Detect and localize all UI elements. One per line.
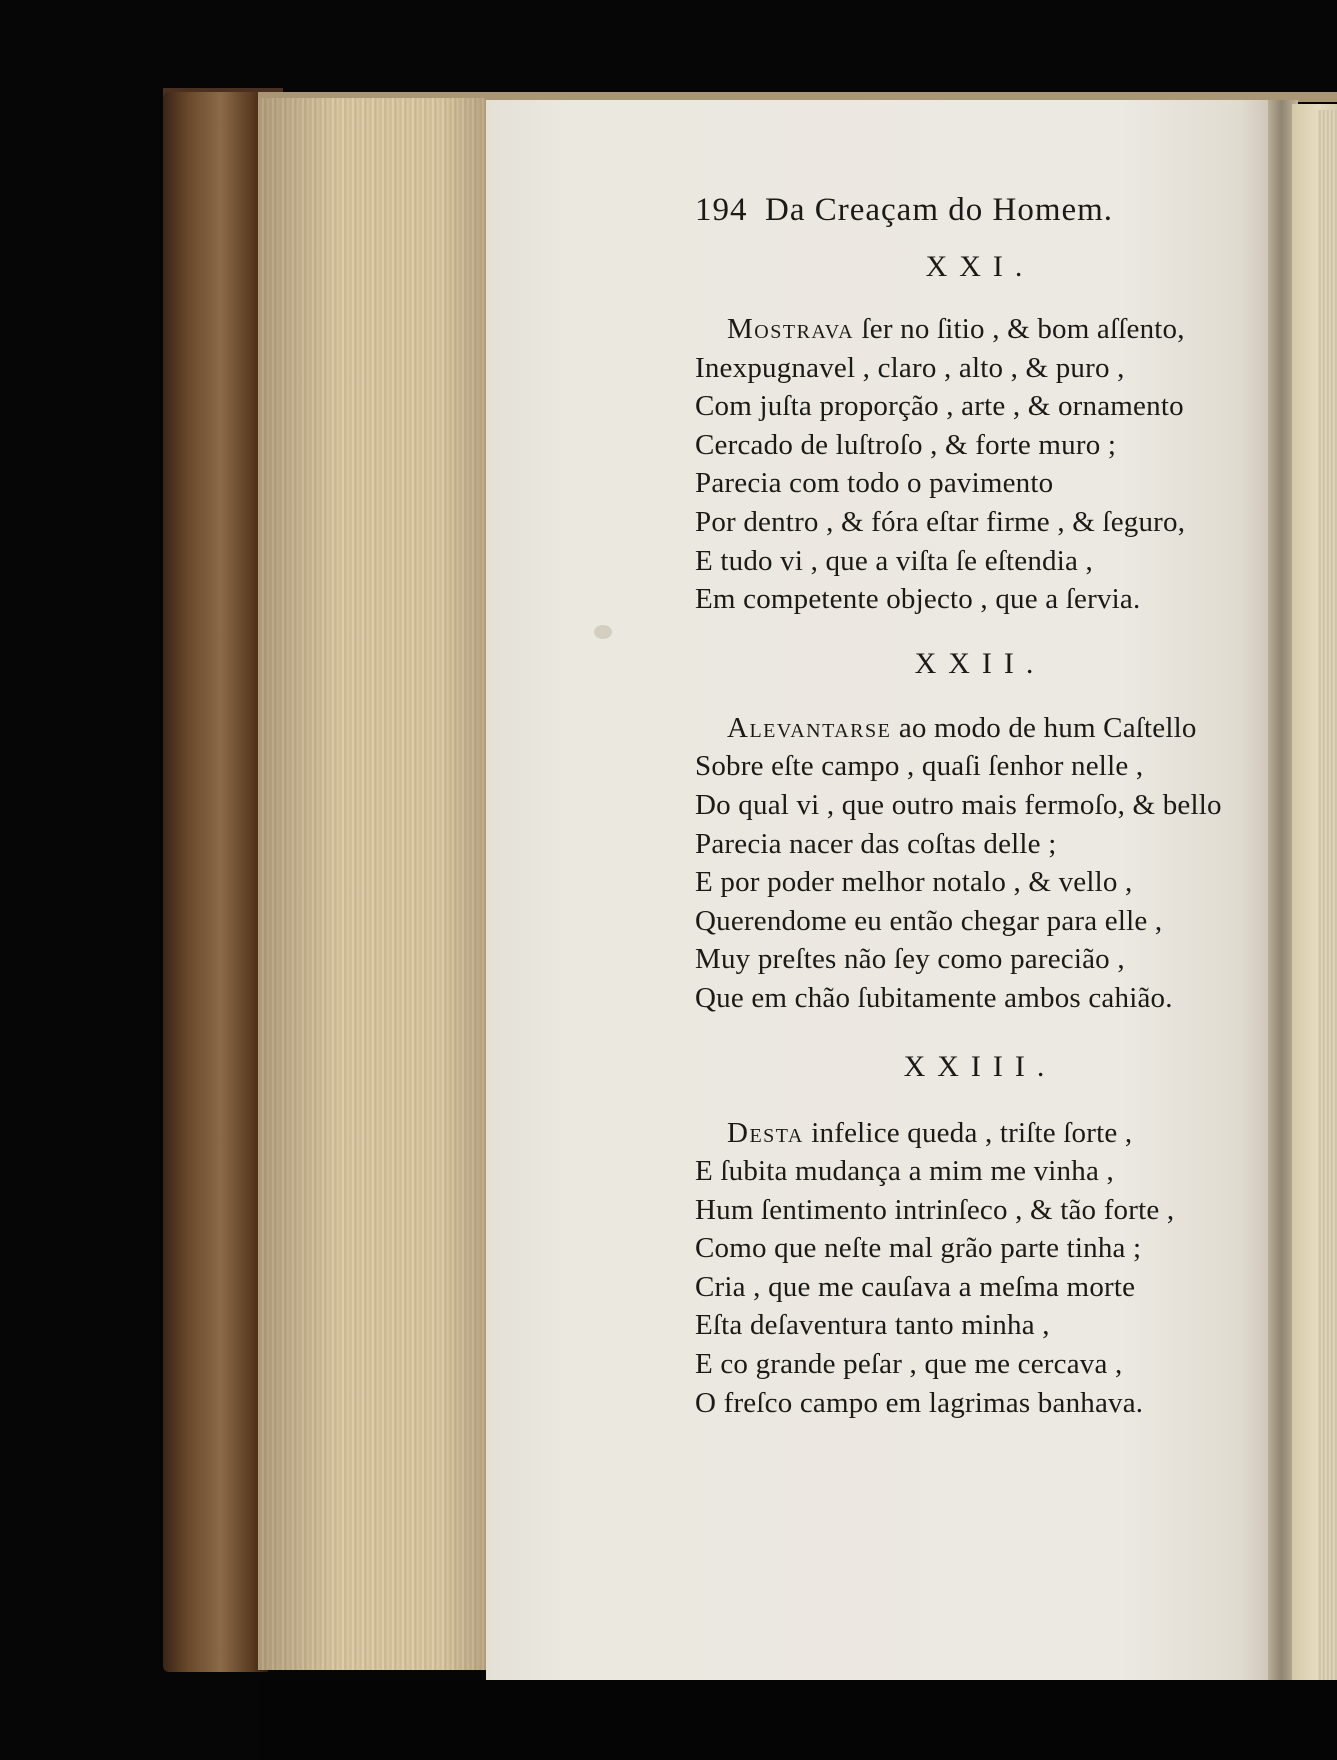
- stanza-number: XXIII.: [903, 1049, 1057, 1083]
- verse-line: Cria , que me cauſava a meſma morte: [695, 1270, 1136, 1303]
- verse-line: Muy preſtes não ſey como parecião ,: [695, 943, 1125, 976]
- verse-line: E co grande peſar , que me cercava ,: [695, 1348, 1123, 1381]
- verse-line: E por poder melhor notalo , & vello ,: [695, 866, 1133, 899]
- verse-line: Eſta deſaventura tanto minha ,: [695, 1309, 1050, 1342]
- leather-cover: [163, 92, 268, 1672]
- page-number: 194: [695, 192, 748, 228]
- running-head: [695, 192, 1255, 242]
- stanza-first-word: Desta: [727, 1116, 804, 1149]
- facing-page-edge: [1318, 110, 1337, 1700]
- paper-spot: [594, 625, 612, 639]
- verse-line: O freſco campo em lagrimas banhava.: [695, 1386, 1144, 1419]
- stanza-first-word: Alevantarse: [727, 711, 892, 744]
- verse-line: Querendome eu então chegar para elle ,: [695, 904, 1163, 937]
- verse-line: Inexpugnavel , claro , alto , & puro ,: [695, 351, 1125, 384]
- verse-line: Como que neſte mal grão parte tinha ;: [695, 1232, 1142, 1265]
- page-text: [695, 192, 1255, 1422]
- verse-line: Parecia nacer das coſtas delle ;: [695, 827, 1057, 860]
- page-edges-shade: [258, 98, 486, 1670]
- verse-line: Sobre eſte campo , quaſi ſenhor nelle ,: [695, 750, 1144, 783]
- verse-line: E tudo vi , que a viſta ſe eſtendia ,: [695, 544, 1093, 577]
- verse-line-rest: infelice queda , triſte ſorte ,: [803, 1116, 1133, 1149]
- verse-line: Com juſta proporção , arte , & ornamento: [695, 390, 1184, 423]
- bottom-shadow: [258, 1680, 1337, 1760]
- verse-line: Cercado de luſtroſo , & forte muro ;: [695, 428, 1117, 461]
- stanza-number: XXI.: [925, 250, 1035, 283]
- running-title: Da Creaçam do Homem.: [765, 192, 1114, 228]
- verse-line: [695, 310, 1255, 349]
- verse-line: Em competente objecto , que a ſervia.: [695, 583, 1141, 616]
- verse-line: Do qual vi , que outro mais fermoſo, & bello: [695, 788, 1222, 821]
- verse-line: [695, 1114, 1255, 1153]
- verse-line: Por dentro , & fóra eſtar firme , & ſeguro,: [695, 505, 1186, 538]
- verse-line: E ſubita mudança a mim me vinha ,: [695, 1155, 1114, 1188]
- verse-line: Que em chão ſubitamente ambos cahião.: [695, 981, 1173, 1014]
- verse-line: [695, 709, 1255, 748]
- stanza-number: XXII.: [914, 646, 1046, 680]
- stanza-first-word: Mostrava: [727, 313, 855, 345]
- verse-line: Hum ſentimento intrinſeco , & tão forte ,: [695, 1193, 1175, 1226]
- verse-line-rest: ſer no ſitio , & bom aſſento,: [854, 313, 1185, 345]
- verse-line: Parecia com todo o pavimento: [695, 467, 1054, 500]
- verse-line-rest: ao modo de hum Caſtello: [891, 711, 1197, 744]
